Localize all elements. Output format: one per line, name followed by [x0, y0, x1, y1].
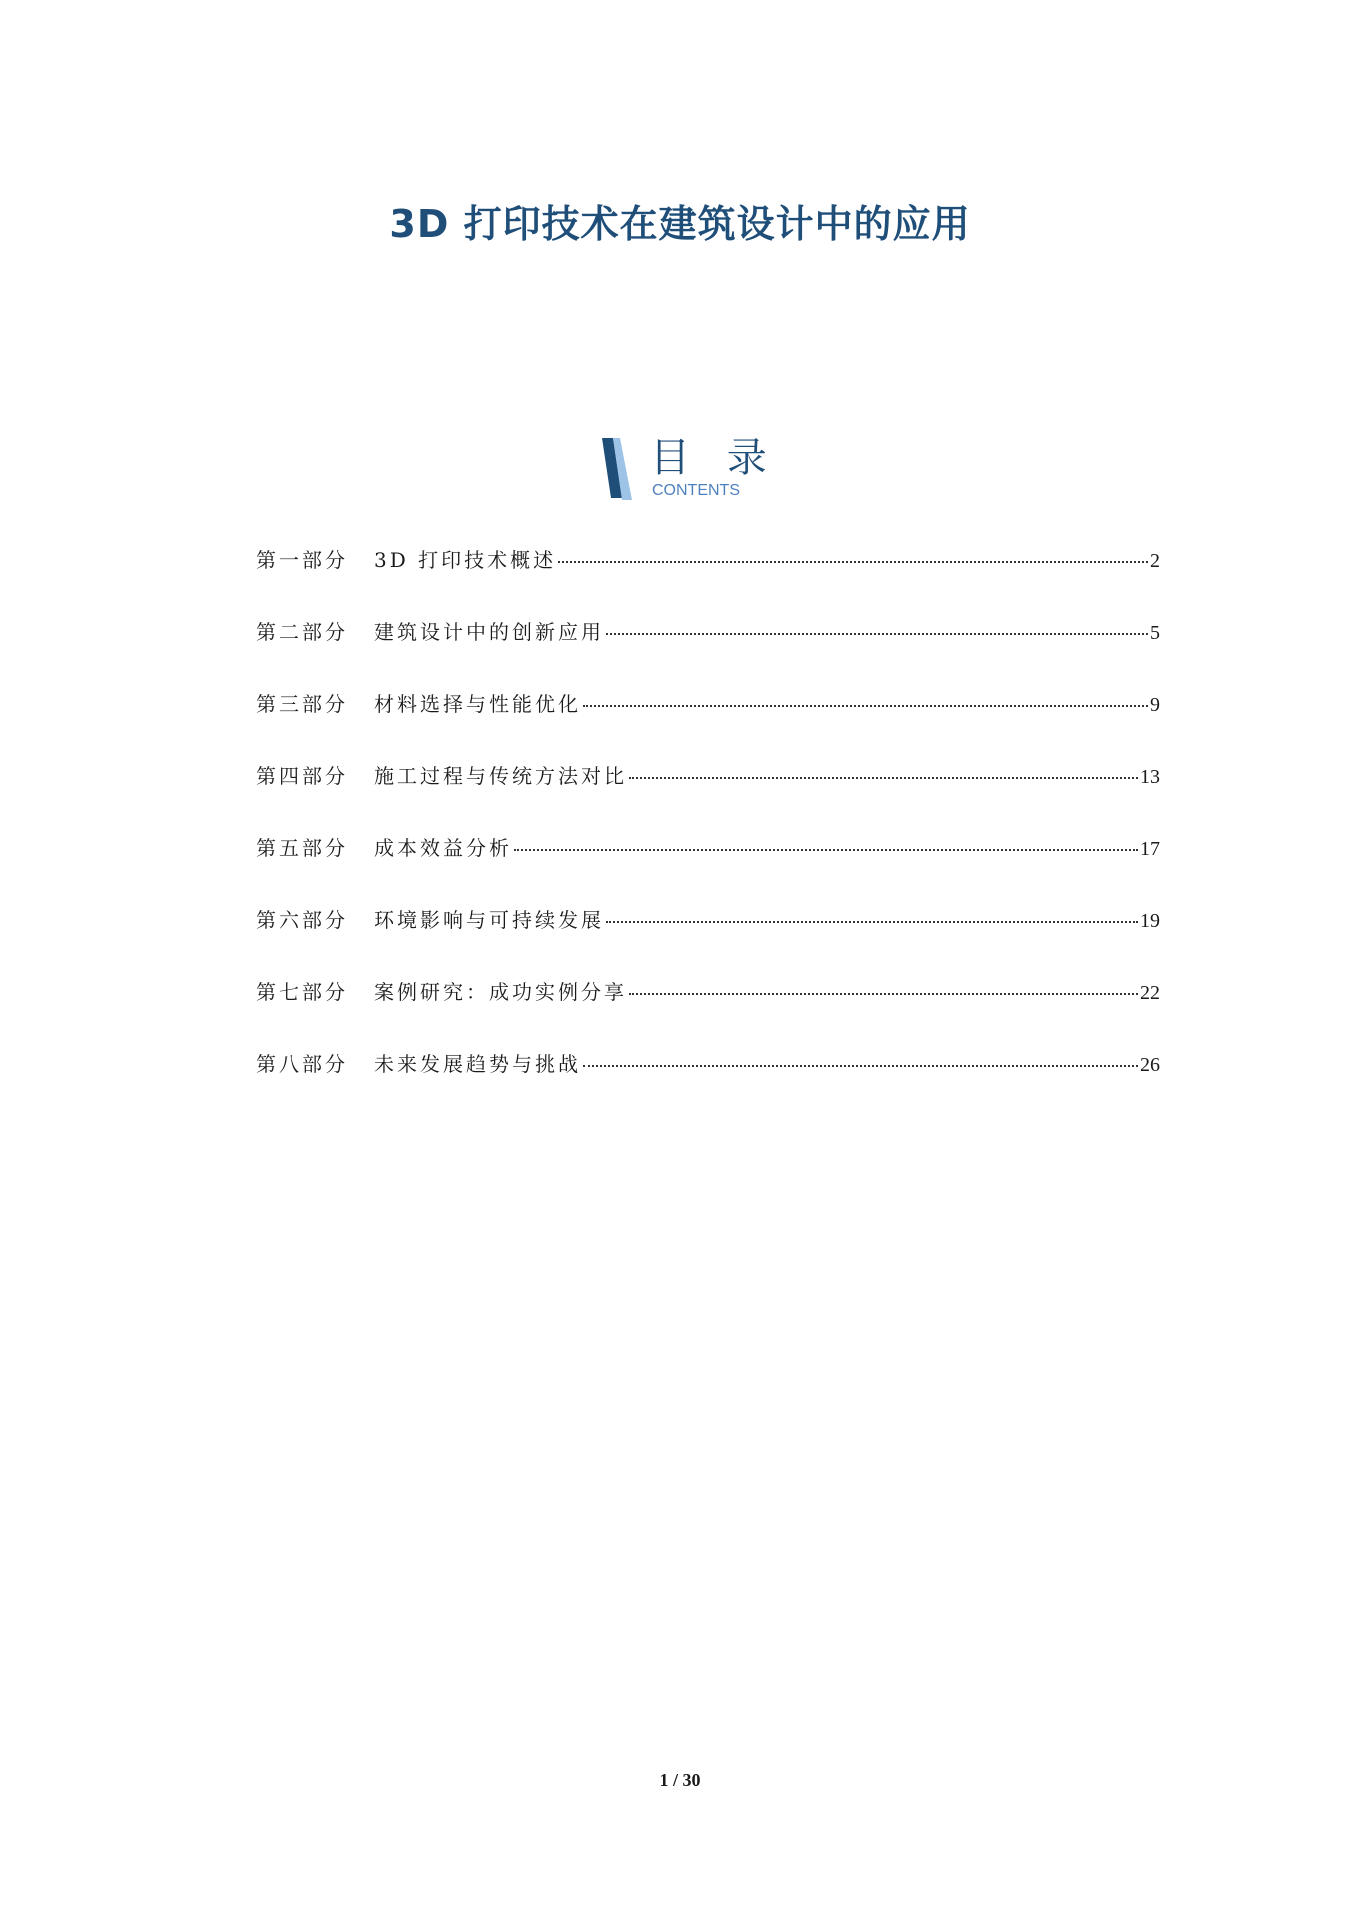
toc-dot-leader — [629, 993, 1138, 995]
toc-dot-leader — [583, 705, 1148, 707]
toc-part-label: 第二部分 — [256, 620, 348, 644]
toc-entry-7[interactable] — [256, 972, 1160, 1044]
toc-part-label: 第四部分 — [256, 764, 348, 788]
toc-list — [256, 540, 1160, 1116]
toc-dot-leader — [606, 921, 1138, 923]
document-title: 3D 打印技术在建筑设计中的应用 — [389, 202, 971, 247]
toc-header — [600, 435, 779, 504]
toc-dot-leader — [583, 1065, 1138, 1067]
toc-dot-leader — [514, 849, 1138, 851]
toc-page-number: 13 — [1140, 766, 1160, 788]
toc-dot-leader — [629, 777, 1138, 779]
toc-entry-title: 3D 打印技术概述 — [374, 548, 557, 572]
toc-entry-title: 材料选择与性能优化 — [374, 692, 581, 716]
toc-entry-1[interactable] — [256, 540, 1160, 612]
toc-entry-5[interactable] — [256, 828, 1160, 900]
toc-page-number: 22 — [1140, 982, 1160, 1004]
toc-page-number: 19 — [1140, 910, 1160, 932]
toc-entry-6[interactable] — [256, 900, 1160, 972]
toc-part-label: 第三部分 — [256, 692, 348, 716]
toc-entry-3[interactable] — [256, 684, 1160, 756]
toc-part-label: 第八部分 — [256, 1052, 348, 1076]
page-number: 1 / 30 — [659, 1770, 701, 1790]
toc-entry-title: 成本效益分析 — [374, 836, 512, 860]
toc-page-number: 17 — [1140, 838, 1160, 860]
toc-entry-title: 环境影响与可持续发展 — [374, 908, 604, 932]
toc-heading: 目 录 — [650, 435, 779, 481]
toc-part-label: 第七部分 — [256, 980, 348, 1004]
toc-entry-2[interactable] — [256, 612, 1160, 684]
toc-entry-4[interactable] — [256, 756, 1160, 828]
toc-page-number: 26 — [1140, 1054, 1160, 1076]
toc-logo-icon — [600, 438, 640, 504]
toc-part-label: 第五部分 — [256, 836, 348, 860]
toc-page-number: 5 — [1150, 622, 1160, 644]
toc-entry-title: 施工过程与传统方法对比 — [374, 764, 627, 788]
toc-entry-title: 案例研究：成功实例分享 — [374, 980, 627, 1004]
toc-heading-en: CONTENTS — [652, 482, 740, 499]
toc-page-number: 2 — [1150, 550, 1160, 572]
toc-entry-8[interactable] — [256, 1044, 1160, 1116]
toc-entry-title: 未来发展趋势与挑战 — [374, 1052, 581, 1076]
toc-page-number: 9 — [1150, 694, 1160, 716]
toc-dot-leader — [558, 561, 1148, 563]
toc-dot-leader — [606, 633, 1148, 635]
toc-entry-title: 建筑设计中的创新应用 — [374, 620, 604, 644]
toc-part-label: 第一部分 — [256, 548, 348, 572]
toc-part-label: 第六部分 — [256, 908, 348, 932]
